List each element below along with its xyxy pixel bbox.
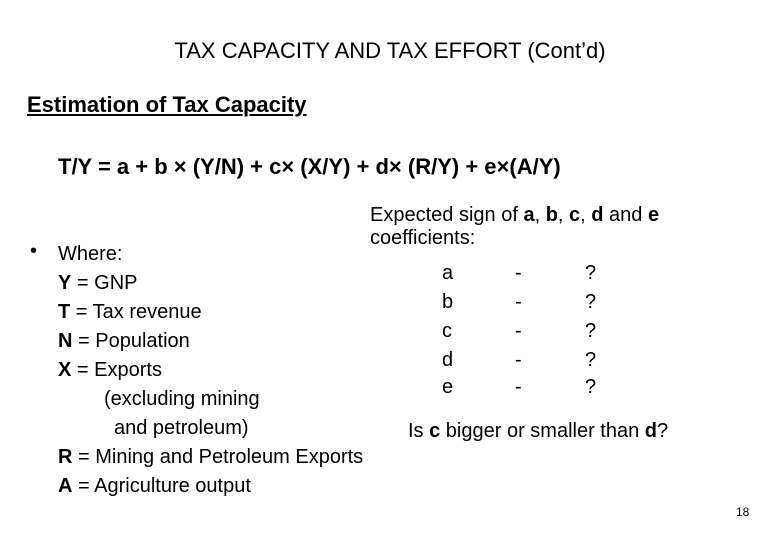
definition-y: Y = GNP	[58, 272, 138, 294]
slide-title: TAX CAPACITY AND TAX EFFORT (Cont’d)	[174, 38, 606, 63]
tax-capacity-formula: T/Y = a + b × (Y/N) + c× (X/Y) + d× (R/Y) + e×(A/Y)	[58, 154, 561, 179]
coef-d-sign: -	[515, 349, 522, 371]
coef-b-mark: ?	[585, 291, 597, 313]
where-label: Where:	[58, 243, 123, 265]
coef-e-sign: -	[515, 376, 522, 398]
coef-d-label: d	[442, 349, 454, 371]
definition-x-note-2: and petroleum)	[114, 417, 249, 439]
definitions-list	[58, 240, 363, 501]
coef-a-mark: ?	[585, 262, 597, 284]
expected-signs-heading: Expected sign of a, b, c, d and e coefficients:	[370, 204, 660, 249]
definition-a: A = Agriculture output	[58, 475, 251, 497]
definition-x-note-1: (excluding mining	[104, 388, 260, 410]
coef-e-mark: ?	[585, 376, 597, 398]
bullet-icon: •	[30, 240, 38, 262]
definition-n: N = Population	[58, 330, 190, 352]
coef-b-label: b	[442, 291, 454, 313]
coef-c-sign: -	[515, 320, 522, 342]
coef-d-mark: ?	[585, 349, 597, 371]
definition-x: X = Exports	[58, 359, 162, 381]
coef-e-label: e	[442, 376, 454, 398]
coef-c-label: c	[442, 320, 452, 342]
page-number: 18	[736, 505, 750, 519]
coef-a-sign: -	[515, 262, 522, 284]
comparison-question: Is c bigger or smaller than d?	[408, 420, 669, 442]
coef-a-label: a	[442, 262, 454, 284]
coef-b-sign: -	[515, 291, 522, 313]
coef-c-mark: ?	[585, 320, 597, 342]
definition-r: R = Mining and Petroleum Exports	[58, 446, 364, 468]
definition-t: T = Tax revenue	[58, 301, 202, 323]
section-subtitle: Estimation of Tax Capacity	[27, 92, 307, 117]
